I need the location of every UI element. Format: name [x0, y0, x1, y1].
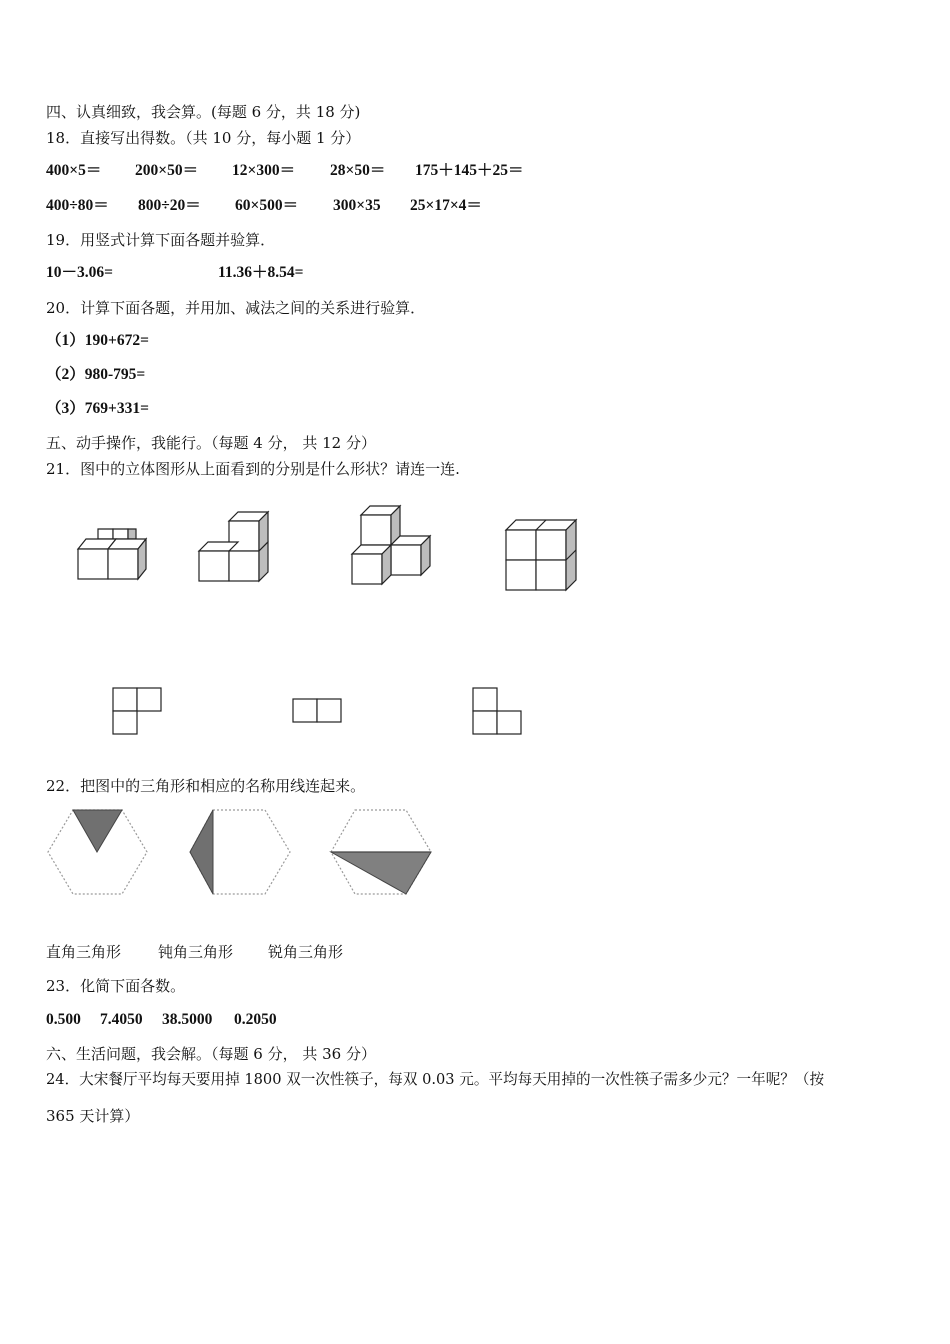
q20-item: （3）769+331=	[46, 400, 149, 417]
q18-r2-item: 800÷20＝	[138, 197, 201, 214]
section5-heading: 五、动手操作，我能行。（每题 4 分， 共 12 分）	[46, 434, 376, 452]
triangle-label: 钝角三角形	[158, 943, 234, 961]
q21-title: 21．图中的立体图形从上面看到的分别是什么形状？请连一连.	[46, 460, 460, 478]
q20-item: （1）190+672=	[46, 332, 149, 349]
q19-item: 10－3.06=	[46, 264, 113, 281]
q23-number: 7.4050	[100, 1011, 143, 1028]
hexagon-figure-3	[331, 810, 431, 894]
q22-title: 22．把图中的三角形和相应的名称用线连起来。	[46, 777, 366, 795]
q23-title: 23．化简下面各数。	[46, 977, 186, 995]
hexagon-figure-1	[48, 810, 147, 894]
q18-r2-item: 60×500＝	[235, 197, 299, 214]
q24-line1: 24．大宋餐厅平均每天要用掉 1800 双一次性筷子，每双 0.03 元。平均每天用掉的一次性筷子需多少元？一年呢？（按	[46, 1071, 825, 1088]
q23-number: 38.5000	[162, 1011, 213, 1028]
q23-number: 0.500	[46, 1011, 81, 1028]
q18-r1-item: 200×50＝	[135, 162, 199, 179]
q23-number: 0.2050	[234, 1011, 277, 1028]
section6-heading: 六、生活问题，我会解。（每题 6 分， 共 36 分）	[46, 1045, 376, 1063]
hexagon-figure-2	[190, 810, 290, 894]
section4-heading: 四、认真细致，我会算。(每题 6 分，共 18 分)	[46, 103, 361, 121]
q18-r1-item: 12×300＝	[232, 162, 296, 179]
q18-r1-item: 400×5＝	[46, 162, 102, 179]
q18-r2-item: 300×35	[333, 197, 381, 214]
q18-r2-item: 25×17×4＝	[410, 197, 482, 214]
q19-title: 19．用竖式计算下面各题并验算．	[46, 231, 276, 249]
q24-line2: 365 天计算）	[46, 1107, 140, 1125]
q18-r1-item: 28×50＝	[330, 162, 386, 179]
triangle-label: 直角三角形	[46, 943, 122, 961]
q18-title: 18．直接写出得数。（共 10 分，每小题 1 分）	[46, 129, 361, 147]
q19-item: 11.36＋8.54=	[218, 264, 304, 281]
triangle-label: 锐角三角形	[268, 943, 344, 961]
q18-r1-item: 175＋145＋25＝	[415, 162, 524, 179]
q20-title: 20．计算下面各题，并用加、减法之间的关系进行验算．	[46, 299, 426, 317]
q20-item: （2）980-795=	[46, 366, 146, 383]
q18-r2-item: 400÷80＝	[46, 197, 109, 214]
